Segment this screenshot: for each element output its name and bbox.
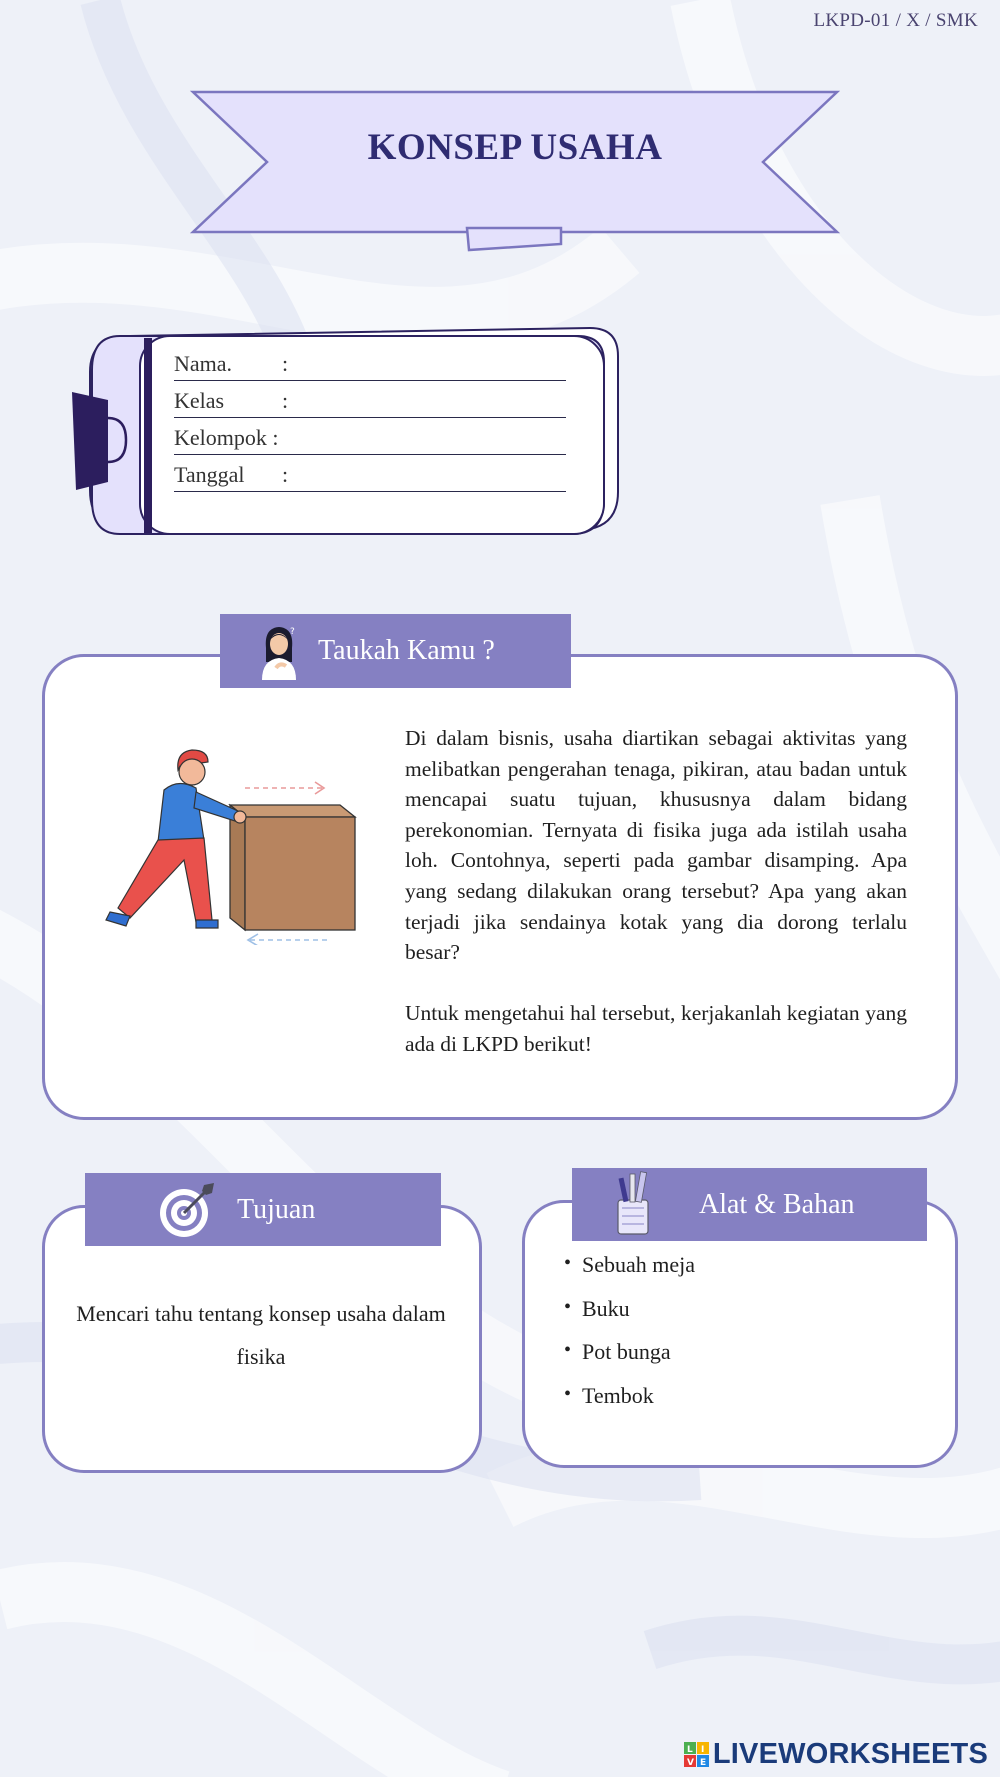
intro-paragraph-1: Di dalam bisnis, usaha diartikan sebagai aktivitas yang melibatkan pengerahan tenaga, pikiran, atau badan untuk mencapai suatu tujuan, khususnya dalam bidang perekonomian. Ternyata di fisika juga ada istilah usaha loh. Contohnya, seperti pada gambar disamping. Apa yang sedang dilakukan orang tersebut? Apa yang akan terjadi jika sendainya kotak yang dia dorong terlalu besar?	[405, 726, 907, 965]
class-field[interactable]	[174, 381, 566, 418]
date-label: Tanggal	[174, 462, 245, 487]
date-field[interactable]	[174, 455, 566, 492]
tools-list	[562, 1252, 695, 1426]
goal-tab	[85, 1173, 441, 1246]
pencil-cup-icon	[612, 1170, 656, 1236]
intro-tab	[220, 614, 571, 688]
tools-tab-label: Alat & Bahan	[699, 1188, 855, 1220]
tools-list-item: • Pot bunga	[562, 1339, 695, 1383]
goal-tab-label: Tujuan	[237, 1193, 316, 1225]
badge-letter-l: L	[686, 1744, 693, 1755]
liveworksheets-badge-icon	[684, 1742, 710, 1768]
page-title: KONSEP USAHA	[367, 127, 663, 168]
intro-paragraph-2: Untuk mengetahui hal tersebut, kerjakanlah kegiatan yang ada di LKPD berikut!	[405, 1001, 907, 1056]
badge-letter-e: E	[699, 1757, 707, 1768]
goal-text: Mencari tahu tentang konsep usaha dalam fisika	[76, 1301, 446, 1369]
group-field[interactable]	[174, 418, 566, 455]
badge-letter-v: V	[686, 1757, 694, 1768]
class-label: Kelas	[174, 388, 225, 413]
tools-list-item: • Buku	[562, 1296, 695, 1340]
tools-tab	[572, 1168, 927, 1241]
date-colon: :	[282, 462, 289, 487]
name-colon: :	[282, 351, 289, 376]
worker-pushing-box-icon	[100, 730, 370, 945]
svg-text:?: ?	[290, 627, 295, 637]
liveworksheets-logo[interactable]	[684, 1738, 988, 1771]
class-colon: :	[282, 388, 289, 413]
document-code: LKPD-01 / X / SMK	[813, 10, 978, 31]
intro-tab-label: Taukah Kamu ?	[318, 635, 495, 666]
name-label: Nama.	[174, 351, 233, 376]
badge-letter-i: I	[700, 1744, 705, 1755]
tools-list-item: • Sebuah meja	[562, 1252, 695, 1296]
target-icon	[158, 1181, 216, 1239]
group-label: Kelompok :	[174, 425, 279, 450]
thinking-girl-icon	[256, 622, 302, 680]
tools-list-item: • Tembok	[562, 1383, 695, 1427]
liveworksheets-logo-text: LIVEWORKSHEETS	[712, 1738, 988, 1770]
name-field[interactable]	[174, 344, 566, 381]
title-banner	[185, 86, 845, 256]
